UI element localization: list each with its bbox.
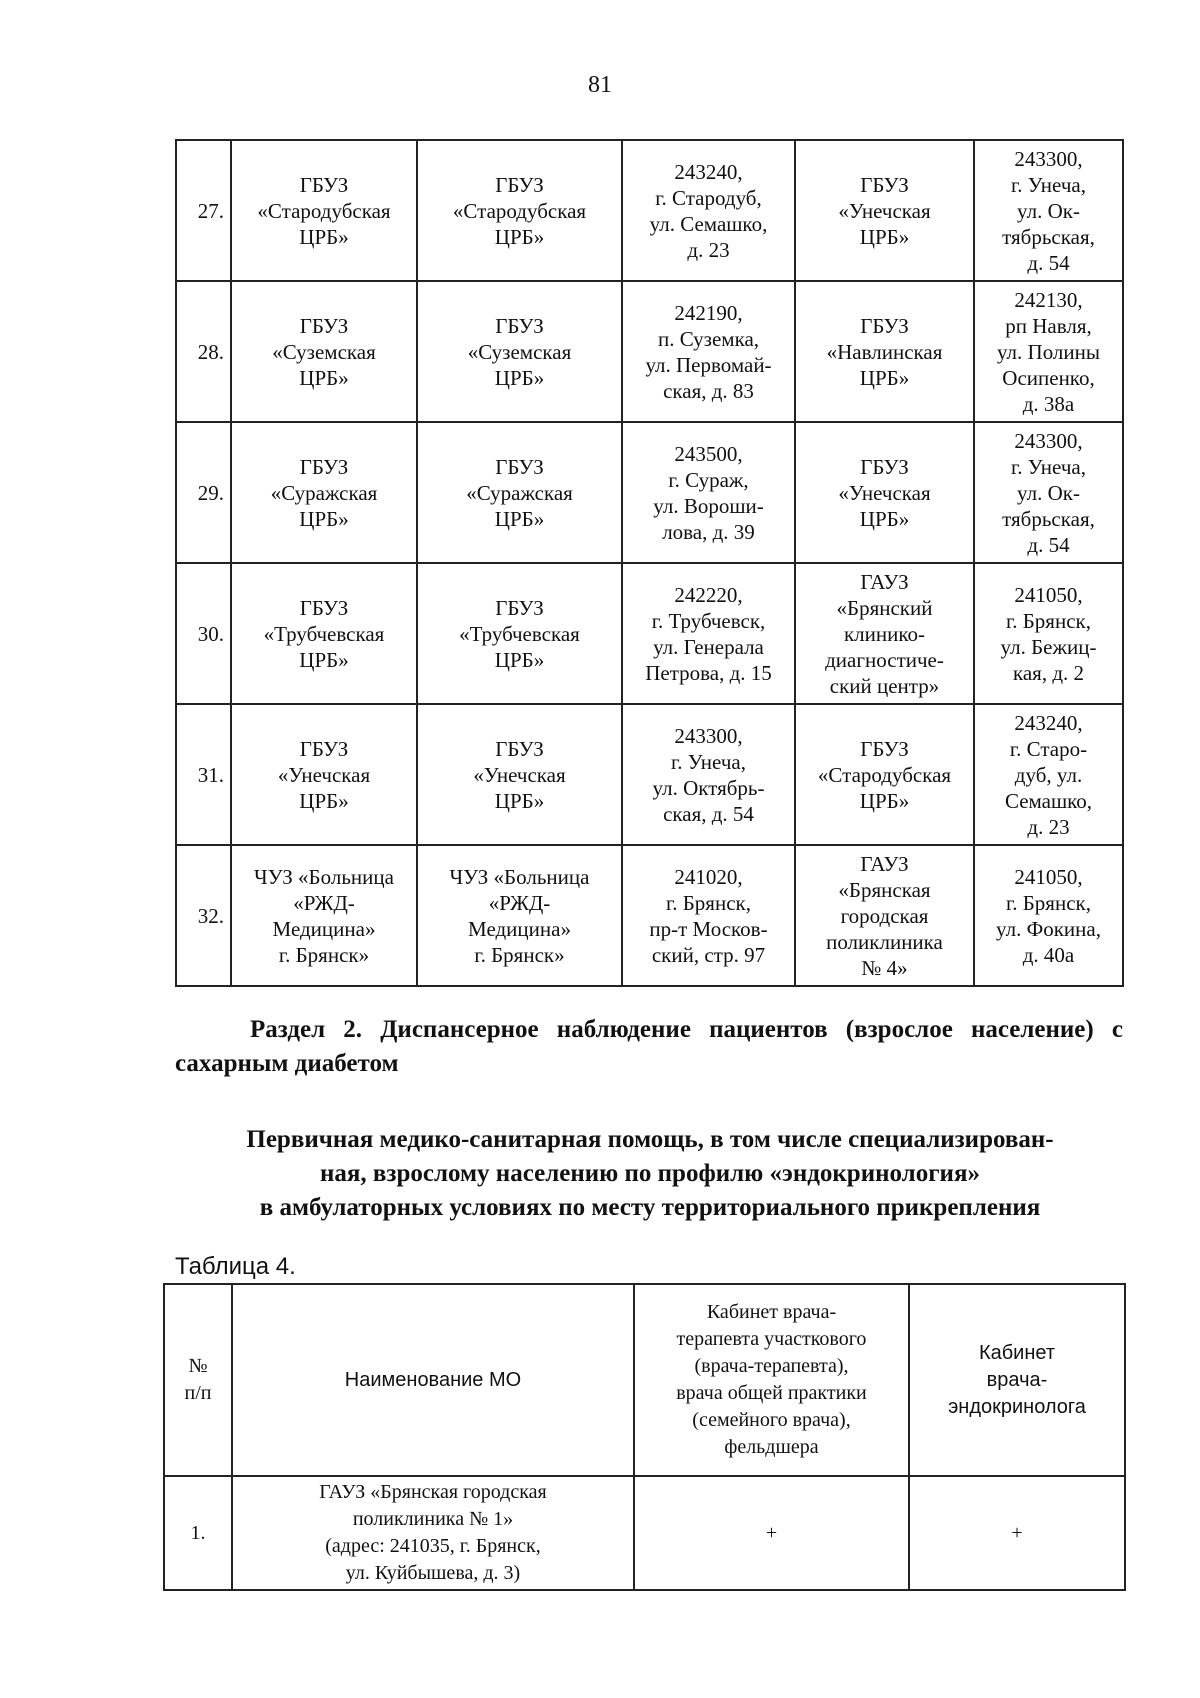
cell-line: ул. Полины <box>996 339 1100 364</box>
cell-organization <box>231 281 417 422</box>
cell-line: тябрьская, <box>1002 224 1095 249</box>
table-referral-routing <box>175 139 1124 987</box>
cell-organization-dup <box>417 281 622 422</box>
cell-line: 242220, <box>674 582 743 607</box>
cell-line: ГБУЗ <box>299 736 349 761</box>
cell-line: Осипенко, <box>1002 365 1095 390</box>
header-therapist-office <box>634 1284 909 1476</box>
cell-line: ЧУЗ «Больница <box>254 864 394 889</box>
cell-line: г. Брянск» <box>278 942 370 967</box>
cell-target-address <box>974 563 1123 704</box>
subheading <box>160 1123 1140 1225</box>
table-referral-routing-body <box>176 140 1123 986</box>
cell-line: 243500, <box>674 441 743 466</box>
cell-line: ул. Генерала <box>653 634 764 659</box>
cell-num: 1. <box>164 1476 232 1590</box>
cell-line: г. Унеча, <box>1011 172 1086 197</box>
cell-line: д. 54 <box>1027 532 1070 557</box>
cell-line: «Стародубская <box>257 198 391 223</box>
cell-line: рп Навля, <box>1005 313 1092 338</box>
cell-line: ЦРБ» <box>859 506 910 531</box>
table-row <box>176 281 1123 422</box>
cell-line: «РЖД- <box>488 890 551 915</box>
cell-line: «Навлинская <box>826 339 943 364</box>
cell-line: г. Сураж, <box>668 467 749 492</box>
cell-line: ГБУЗ <box>299 313 349 338</box>
cell-line: г. Трубчевск, <box>651 608 766 633</box>
cell-line: Кабинет врача- <box>706 1301 837 1323</box>
cell-line: пр-т Москов- <box>649 916 768 941</box>
cell-line: г. Старо- <box>1009 736 1088 761</box>
cell-line: (адрес: 241035, г. Брянск, <box>325 1535 541 1557</box>
cell-line: ЦРБ» <box>494 365 545 390</box>
cell-target-organization <box>795 422 974 563</box>
cell-line: ГБУЗ <box>860 454 909 479</box>
cell-mo-name <box>232 1476 634 1590</box>
cell-line: «Унечская <box>277 762 371 787</box>
cell-line: ГБУЗ <box>860 313 909 338</box>
cell-organization-dup <box>417 563 622 704</box>
cell-line: дуб, ул. <box>1014 762 1083 787</box>
cell-line: врача общей практики <box>676 1382 867 1404</box>
cell-line: тябрьская, <box>1002 506 1095 531</box>
cell-line: ул. Октябрь- <box>652 775 765 800</box>
cell-organization-dup <box>417 845 622 986</box>
cell-line: ЦРБ» <box>494 647 545 672</box>
cell-line: п. Суземка, <box>657 326 760 351</box>
cell-line: «Брянская <box>838 877 931 902</box>
cell-line: д. 40а <box>1022 942 1075 967</box>
cell-line: «Стародубская <box>452 198 587 223</box>
cell-line: ЦРБ» <box>859 788 910 813</box>
cell-line: городская <box>840 903 929 928</box>
cell-line: г. Стародуб, <box>655 185 762 210</box>
cell-organization <box>231 422 417 563</box>
cell-line: ГБУЗ <box>299 172 349 197</box>
table-row <box>176 563 1123 704</box>
cell-target-organization <box>795 281 974 422</box>
table-row <box>176 704 1123 845</box>
cell-organization-dup <box>417 422 622 563</box>
cell-line: г. Унеча, <box>671 749 746 774</box>
cell-line: поликлиника <box>826 929 943 954</box>
cell-row-number: 32. <box>176 845 231 986</box>
cell-address <box>622 563 795 704</box>
cell-therapist-mark: + <box>634 1476 909 1590</box>
cell-line: ул. Куйбышева, д. 3) <box>345 1562 521 1584</box>
cell-line: 242190, <box>674 300 743 325</box>
cell-address <box>622 845 795 986</box>
cell-line: 241050, <box>1014 582 1083 607</box>
cell-line: ГБУЗ <box>299 595 349 620</box>
header-num <box>164 1284 232 1476</box>
cell-address <box>622 281 795 422</box>
cell-line: «Суземская <box>272 339 376 364</box>
cell-line: 243300, <box>674 723 743 748</box>
cell-line: 241020, <box>674 864 743 889</box>
cell-line: ул. Ок- <box>1017 480 1080 505</box>
cell-target-address <box>974 845 1123 986</box>
cell-row-number: 29. <box>176 422 231 563</box>
cell-target-organization <box>795 563 974 704</box>
cell-line: Петрова, д. 15 <box>645 660 772 685</box>
cell-row-number: 31. <box>176 704 231 845</box>
cell-row-number: 28. <box>176 281 231 422</box>
cell-line: ЦРБ» <box>299 788 349 813</box>
cell-line: «РЖД- <box>293 890 355 915</box>
cell-line: г. Брянск, <box>666 890 751 915</box>
cell-line: «Брянский <box>836 595 933 620</box>
cell-target-address <box>974 140 1123 281</box>
cell-line: ул. Семашко, <box>649 211 768 236</box>
cell-line: ская, д. 54 <box>663 801 754 826</box>
cell-target-organization <box>795 845 974 986</box>
cell-line: «Унечская <box>838 480 931 505</box>
cell-line: ЦРБ» <box>299 506 349 531</box>
cell-line: ГБУЗ <box>495 736 544 761</box>
cell-target-address <box>974 704 1123 845</box>
cell-line: 241050, <box>1014 864 1083 889</box>
cell-line: «Суражская <box>466 480 573 505</box>
cell-line: д. 23 <box>687 237 730 262</box>
cell-target-organization <box>795 140 974 281</box>
cell-line: г. Брянск» <box>474 942 565 967</box>
cell-line: № 4» <box>861 955 908 980</box>
cell-line: 243300, <box>1014 146 1083 171</box>
subheading-line: Первичная медико-санитарная помощь, в том числе специализирован- <box>246 1126 1054 1153</box>
cell-line: Семашко, <box>1004 788 1093 813</box>
cell-line: Кабинет <box>978 1341 1056 1364</box>
cell-organization <box>231 845 417 986</box>
cell-endocrinologist-mark: + <box>909 1476 1125 1590</box>
header-endocrinologist-office <box>909 1284 1125 1476</box>
cell-line: ЦРБ» <box>859 365 910 390</box>
cell-line: «Суземская <box>467 339 572 364</box>
cell-line: ский центр» <box>829 673 940 698</box>
cell-line: 243300, <box>1014 428 1083 453</box>
cell-line: 242130, <box>1014 287 1083 312</box>
cell-line: «Трубчевская <box>459 621 580 646</box>
cell-line: № <box>188 1355 208 1377</box>
cell-line: ул. Фокина, <box>996 916 1101 941</box>
cell-line: г. Брянск, <box>1006 890 1091 915</box>
table-row <box>176 845 1123 986</box>
cell-line: д. 38а <box>1022 391 1075 416</box>
cell-organization-dup <box>417 140 622 281</box>
cell-row-number: 27. <box>176 140 231 281</box>
subheading-line: ная, взрослому населению по профилю «эндокринология» <box>320 1160 980 1187</box>
cell-line: ГБУЗ <box>860 736 909 761</box>
cell-line: 243240, <box>674 159 743 184</box>
cell-address <box>622 140 795 281</box>
cell-line: (семейного врача), <box>692 1409 851 1431</box>
section-heading: Раздел 2. Диспансерное наблюдение пациентов (взрослое население) с сахарным диабетом <box>175 1016 1123 1077</box>
cell-line: ЧУЗ «Больница <box>449 864 590 889</box>
cell-line: ГАУЗ «Брянская городская <box>319 1481 547 1503</box>
cell-address <box>622 704 795 845</box>
header-mo-name <box>232 1284 634 1476</box>
cell-line: г. Брянск, <box>1006 608 1091 633</box>
table-header-row <box>164 1284 1125 1476</box>
cell-line: ская, д. 83 <box>663 378 754 403</box>
cell-line: ГБУЗ <box>495 595 544 620</box>
cell-line: ул. Бежиц- <box>1000 634 1097 659</box>
table-caption: Таблица 4. <box>175 1253 296 1280</box>
table-row <box>176 422 1123 563</box>
cell-line: Наименование МО <box>344 1368 522 1391</box>
cell-line: поликлиника № 1» <box>352 1508 514 1530</box>
cell-line: ЦРБ» <box>494 506 545 531</box>
cell-line: ЦРБ» <box>494 788 545 813</box>
cell-line: (врача-терапевта), <box>694 1355 849 1377</box>
cell-line: ГБУЗ <box>495 313 544 338</box>
cell-line: ЦРБ» <box>494 224 545 249</box>
table-row <box>176 140 1123 281</box>
cell-line: ГБУЗ <box>495 172 544 197</box>
cell-line: г. Унеча, <box>1011 454 1086 479</box>
cell-organization <box>231 563 417 704</box>
cell-line: диагностиче- <box>825 647 944 672</box>
cell-target-address <box>974 422 1123 563</box>
cell-line: «Трубчевская <box>263 621 385 646</box>
cell-line: Медицина» <box>272 916 376 941</box>
cell-line: Медицина» <box>468 916 571 941</box>
cell-line: ский, стр. 97 <box>651 942 766 967</box>
cell-row-number: 30. <box>176 563 231 704</box>
cell-line: ГАУЗ <box>860 851 909 876</box>
cell-line: «Унечская <box>473 762 566 787</box>
cell-line: 243240, <box>1014 710 1083 735</box>
cell-target-address <box>974 281 1123 422</box>
cell-line: эндокринолога <box>948 1395 1086 1418</box>
cell-line: лова, д. 39 <box>662 519 755 544</box>
cell-line: «Стародубская <box>817 762 952 787</box>
cell-line: д. 23 <box>1027 814 1070 839</box>
subheading-line: в амбулаторных условиях по месту территориального прикрепления <box>259 1194 1041 1221</box>
cell-line: ГБУЗ <box>495 454 544 479</box>
cell-line: д. 54 <box>1027 250 1070 275</box>
cell-line: ГАУЗ <box>860 569 909 594</box>
page-number: 81 <box>588 72 612 98</box>
cell-line: ЦРБ» <box>299 365 349 390</box>
cell-line: фельдшера <box>724 1436 819 1458</box>
table-endocrinology <box>163 1283 1126 1591</box>
cell-line: ул. Ок- <box>1017 198 1080 223</box>
cell-address <box>622 422 795 563</box>
cell-line: клинико- <box>843 621 926 646</box>
cell-organization <box>231 140 417 281</box>
cell-line: «Унечская <box>838 198 931 223</box>
table-row <box>164 1476 1125 1590</box>
cell-target-organization <box>795 704 974 845</box>
cell-organization <box>231 704 417 845</box>
cell-line: ЦРБ» <box>299 224 349 249</box>
cell-line: ГБУЗ <box>860 172 909 197</box>
cell-line: ул. Вороши- <box>653 493 764 518</box>
cell-line: п/п <box>184 1382 212 1404</box>
cell-line: ул. Первомай- <box>645 352 772 377</box>
cell-line: кая, д. 2 <box>1012 660 1085 685</box>
cell-line: врача- <box>986 1368 1048 1391</box>
cell-line: ЦРБ» <box>299 647 349 672</box>
cell-line: ЦРБ» <box>859 224 910 249</box>
cell-line: терапевта участкового <box>676 1328 867 1350</box>
cell-line: «Суражская <box>270 480 378 505</box>
cell-line: ГБУЗ <box>299 454 349 479</box>
cell-organization-dup <box>417 704 622 845</box>
